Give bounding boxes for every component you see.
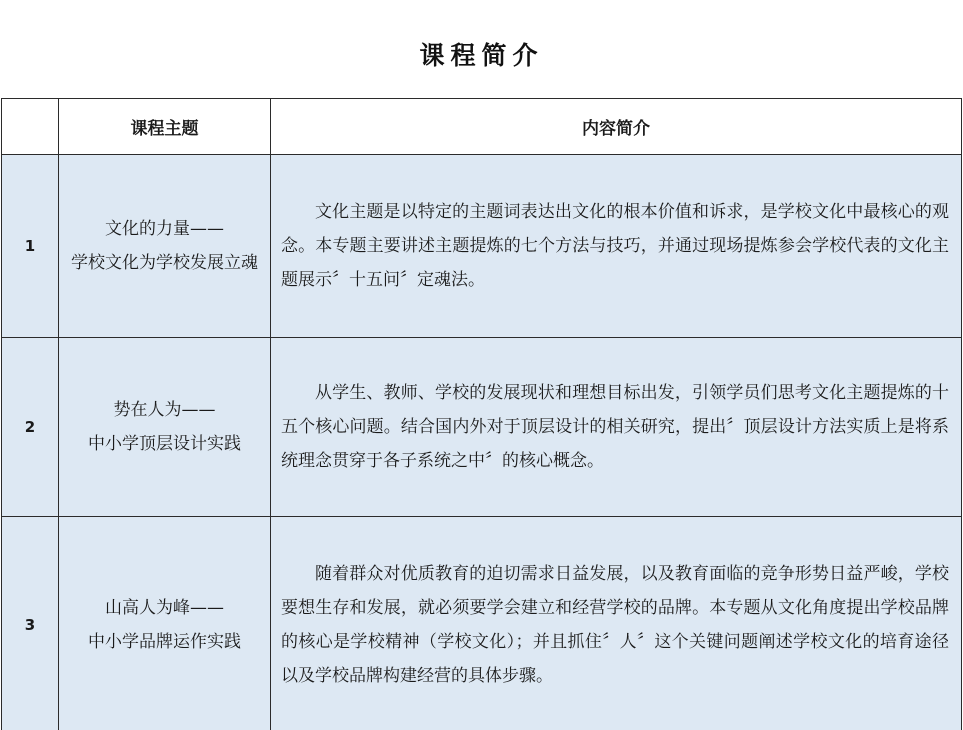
topic-cell xyxy=(59,155,271,338)
course-table xyxy=(1,98,962,730)
header-description: 内容简介 xyxy=(271,99,962,155)
topic-subtitle: 中小学品牌运作实践 xyxy=(88,632,241,652)
table-row xyxy=(2,155,962,338)
description-cell xyxy=(271,338,962,517)
description-text: 随着群众对优质教育的迫切需求日益发展，以及教育面临的竞争形势日益严峻，学校要想生存和发展，就必须要学会建立和经营学校的品牌。本专题从文化角度提出学校品牌的核心是学校精神（学校文化）；并且抓住〞人〞这个关键问题阐述学校文化的培育途径以及学校品牌构建经营的具体步骤。 xyxy=(281,564,949,686)
description-text: 文化主题是以特定的主题词表达出文化的根本价值和诉求，是学校文化中最核心的观念。本专题主要讲述主题提炼的七个方法与技巧，并通过现场提炼参会学校代表的文化主题展示〞十五问〞定魂法。 xyxy=(281,202,949,290)
description-cell xyxy=(271,155,962,338)
description-text: 从学生、教师、学校的发展现状和理想目标出发，引领学员们思考文化主题提炼的十五个核心问题。结合国内外对于顶层设计的相关研究，提出〞顶层设计方法实质上是将系统理念贯穿于各子系统之中〞的核心概念。 xyxy=(281,383,949,471)
table-header-row xyxy=(2,99,962,155)
header-topic: 课程主题 xyxy=(59,99,271,155)
table-row xyxy=(2,517,962,730)
topic-title: 势在人为—— xyxy=(113,400,216,420)
topic-subtitle: 中小学顶层设计实践 xyxy=(88,434,241,454)
row-number: 1 xyxy=(2,155,59,338)
row-number: 2 xyxy=(2,338,59,517)
topic-title: 文化的力量—— xyxy=(105,219,224,239)
header-number xyxy=(2,99,59,155)
topic-title: 山高人为峰—— xyxy=(105,598,224,618)
topic-cell xyxy=(59,338,271,517)
page-title: 课程简介 xyxy=(419,41,544,70)
description-cell xyxy=(271,517,962,730)
topic-subtitle: 学校文化为学校发展立魂 xyxy=(71,253,258,273)
table-row xyxy=(2,338,962,517)
topic-cell xyxy=(59,517,271,730)
row-number: 3 xyxy=(2,517,59,730)
